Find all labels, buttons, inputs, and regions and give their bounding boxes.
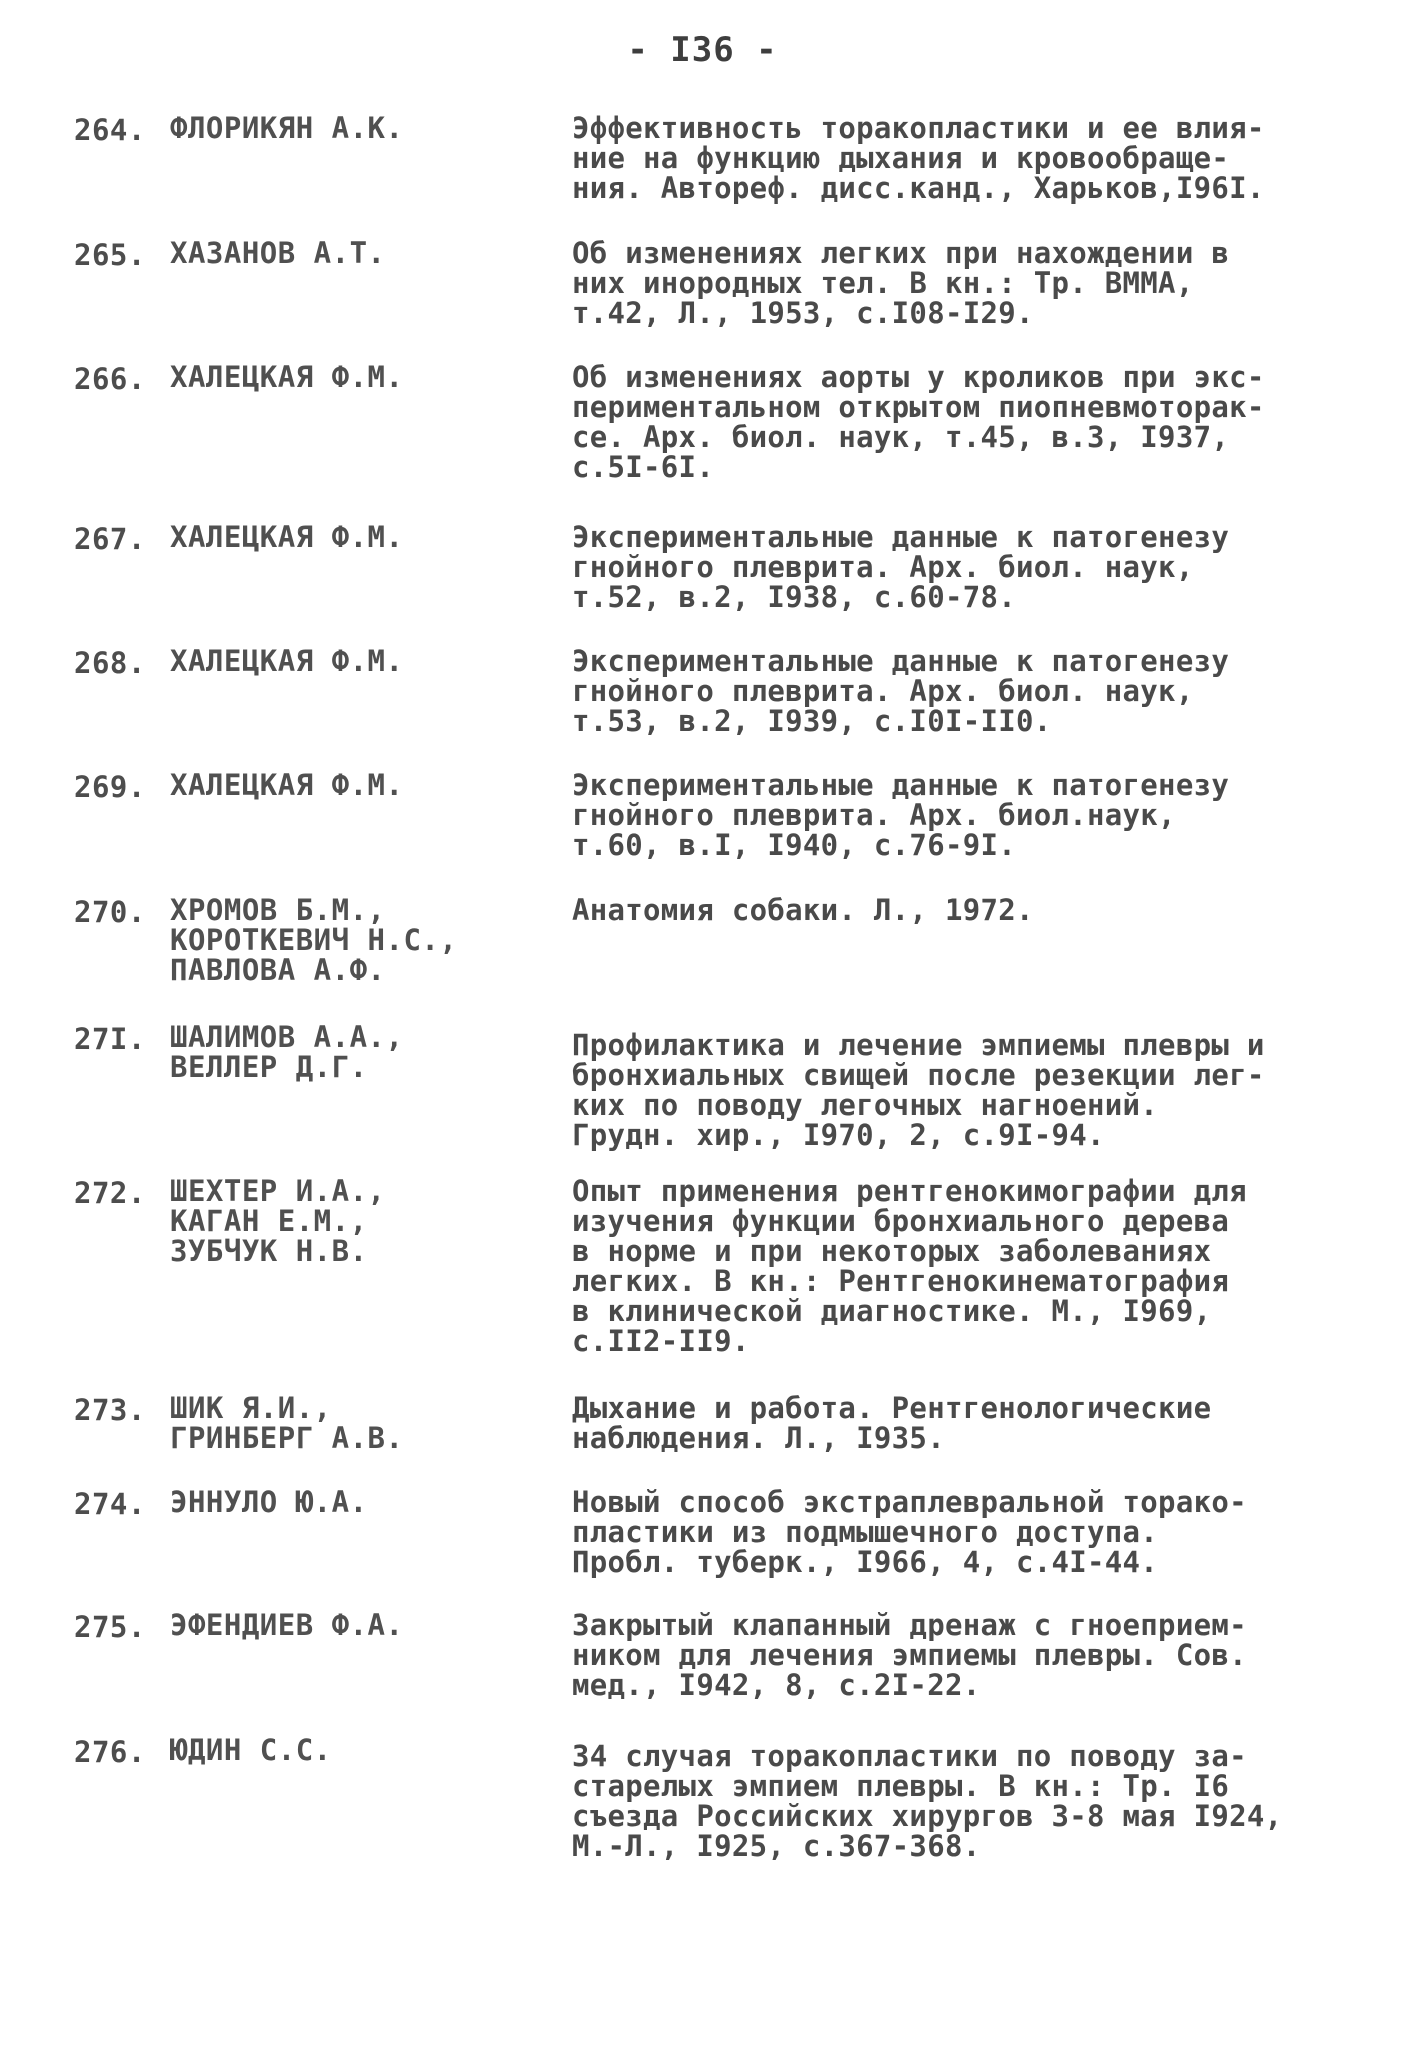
entry-title [572, 1176, 1352, 1356]
entry-title [572, 895, 1352, 925]
entry-number: 269. [74, 770, 146, 804]
title-line: Эффективность торакопластики и ее влия- [572, 111, 1265, 145]
entry-authors [170, 1487, 570, 1517]
title-line: гнойного плеврита. Арх. биол. наук, [572, 550, 1194, 584]
entry-number: 266. [74, 362, 146, 396]
entry-title [572, 1393, 1352, 1453]
entry-authors [170, 1022, 570, 1082]
author: ХАЛЕЦКАЯ Ф.М. [170, 520, 404, 554]
title-line: с.5I-6I. [572, 450, 715, 484]
author: ЮДИН С.С. [170, 1733, 332, 1767]
title-line: наблюдения. Л., I935. [572, 1421, 945, 1455]
title-line: Закрытый клапанный дренаж с гноеприем- [572, 1608, 1247, 1642]
title-line: т.52, в.2, I938, с.60-78. [572, 580, 1016, 614]
title-line: т.42, Л., 1953, с.I08-I29. [572, 296, 1034, 330]
title-line: Экспериментальные данные к патогенезу [572, 520, 1230, 554]
title-line: них инородных тел. В кн.: Тр. ВММА, [572, 266, 1194, 300]
title-line: Профилактика и лечение эмпиемы плевры и [572, 1028, 1265, 1062]
title-line: изучения функции бронхиального дерева [572, 1204, 1230, 1238]
title-line: Дыхание и работа. Рентгенологические [572, 1391, 1212, 1425]
entry-number: 273. [74, 1393, 146, 1427]
title-line: Экспериментальные данные к патогенезу [572, 644, 1230, 678]
title-line: Грудн. хир., I970, 2, с.9I-94. [572, 1118, 1105, 1152]
entry-title [572, 362, 1352, 482]
entry-number: 272. [74, 1176, 146, 1210]
author: ПАВЛОВА А.Ф. [170, 953, 386, 987]
title-line: Новый способ экстраплевральной торако- [572, 1485, 1247, 1519]
author: ШЕХТЕР И.А., [170, 1174, 386, 1208]
author: ЭФЕНДИЕВ Ф.А. [170, 1608, 404, 1642]
title-line: се. Арх. биол. наук, т.45, в.3, I937, [572, 420, 1230, 454]
title-line: т.60, в.I, I940, с.76-9I. [572, 828, 1016, 862]
title-line: старелых эмпием плевры. В кн.: Тр. I6 [572, 1769, 1230, 1803]
entry-authors [170, 522, 570, 552]
title-line: Об изменениях аорты у кроликов при экс- [572, 360, 1265, 394]
title-line: ния. Автореф. дисс.канд., Харьков,I96I. [572, 171, 1265, 205]
entry-number: 275. [74, 1610, 146, 1644]
entry-number: 276. [74, 1735, 146, 1769]
entry-title [572, 1741, 1352, 1861]
entry-authors [170, 770, 570, 800]
title-line: 34 случая торакопластики по поводу за- [572, 1739, 1247, 1773]
entry-authors [170, 1610, 570, 1640]
entry-authors [170, 1393, 570, 1453]
title-line: гнойного плеврита. Арх. биол.наук, [572, 798, 1176, 832]
entry-authors [170, 1176, 570, 1266]
entry-number: 268. [74, 646, 146, 680]
entry-title [572, 1610, 1352, 1700]
entry-authors [170, 646, 570, 676]
title-line: с.II2-II9. [572, 1324, 750, 1358]
title-line: периментальном открытом пиопневмоторак- [572, 390, 1265, 424]
entry-title [572, 113, 1352, 203]
author: ЗУБЧУК Н.В. [170, 1234, 368, 1268]
title-line: Об изменениях легких при нахождении в [572, 236, 1230, 270]
title-line: мед., I942, 8, с.2I-22. [572, 1668, 981, 1702]
author: КОРОТКЕВИЧ Н.С., [170, 923, 458, 957]
entry-title [572, 646, 1352, 736]
entry-number: 264. [74, 113, 146, 147]
title-line: в норме и при некоторых заболеваниях [572, 1234, 1212, 1268]
title-line: пластики из подмышечного доступа. [572, 1515, 1159, 1549]
author: ГРИНБЕРГ А.В. [170, 1421, 404, 1455]
title-line: съезда Российских хирургов 3-8 мая I924, [572, 1799, 1283, 1833]
title-line: Экспериментальные данные к патогенезу [572, 768, 1230, 802]
entry-number: 267. [74, 522, 146, 556]
entry-authors [170, 895, 570, 985]
entry-title [572, 522, 1352, 612]
author: ВЕЛЛЕР Д.Г. [170, 1050, 368, 1084]
author: ХАЛЕЦКАЯ Ф.М. [170, 360, 404, 394]
author: ШИК Я.И., [170, 1391, 332, 1425]
entry-authors [170, 1735, 570, 1765]
title-line: Анатомия собаки. Л., 1972. [572, 893, 1034, 927]
author: ХАЛЕЦКАЯ Ф.М. [170, 768, 404, 802]
title-line: М.-Л., I925, с.367-368. [572, 1829, 981, 1863]
author: ФЛОРИКЯН А.К. [170, 111, 404, 145]
page-number: - I36 - [627, 30, 778, 70]
author: ХАЗАНОВ А.Т. [170, 236, 386, 270]
entry-title [572, 1487, 1352, 1577]
entry-number: 274. [74, 1487, 146, 1521]
entry-title [572, 770, 1352, 860]
title-line: в клинической диагностике. М., I969, [572, 1294, 1212, 1328]
entry-authors [170, 238, 570, 268]
entry-number: 270. [74, 895, 146, 929]
title-line: легких. В кн.: Рентгенокинематография [572, 1264, 1230, 1298]
author: ХРОМОВ Б.М., [170, 893, 386, 927]
entry-authors [170, 113, 570, 143]
entry-number: 265. [74, 238, 146, 272]
entry-title [572, 238, 1352, 328]
title-line: гнойного плеврита. Арх. биол. наук, [572, 674, 1194, 708]
title-line: Опыт применения рентгенокимографии для [572, 1174, 1247, 1208]
title-line: ких по поводу легочных нагноений. [572, 1088, 1159, 1122]
title-line: ником для лечения эмпиемы плевры. Сов. [572, 1638, 1247, 1672]
entry-authors [170, 362, 570, 392]
title-line: бронхиальных свищей после резекции лег- [572, 1058, 1265, 1092]
author: ХАЛЕЦКАЯ Ф.М. [170, 644, 404, 678]
author: ЭННУЛО Ю.А. [170, 1485, 368, 1519]
entry-title [572, 1030, 1352, 1150]
author: КАГАН Е.М., [170, 1204, 368, 1238]
title-line: ние на функцию дыхания и кровообраще- [572, 141, 1230, 175]
title-line: т.53, в.2, I939, с.I0I-II0. [572, 704, 1052, 738]
author: ШАЛИМОВ А.А., [170, 1020, 404, 1054]
entry-number: 27I. [74, 1022, 146, 1056]
title-line: Пробл. туберк., I966, 4, с.4I-44. [572, 1545, 1159, 1579]
